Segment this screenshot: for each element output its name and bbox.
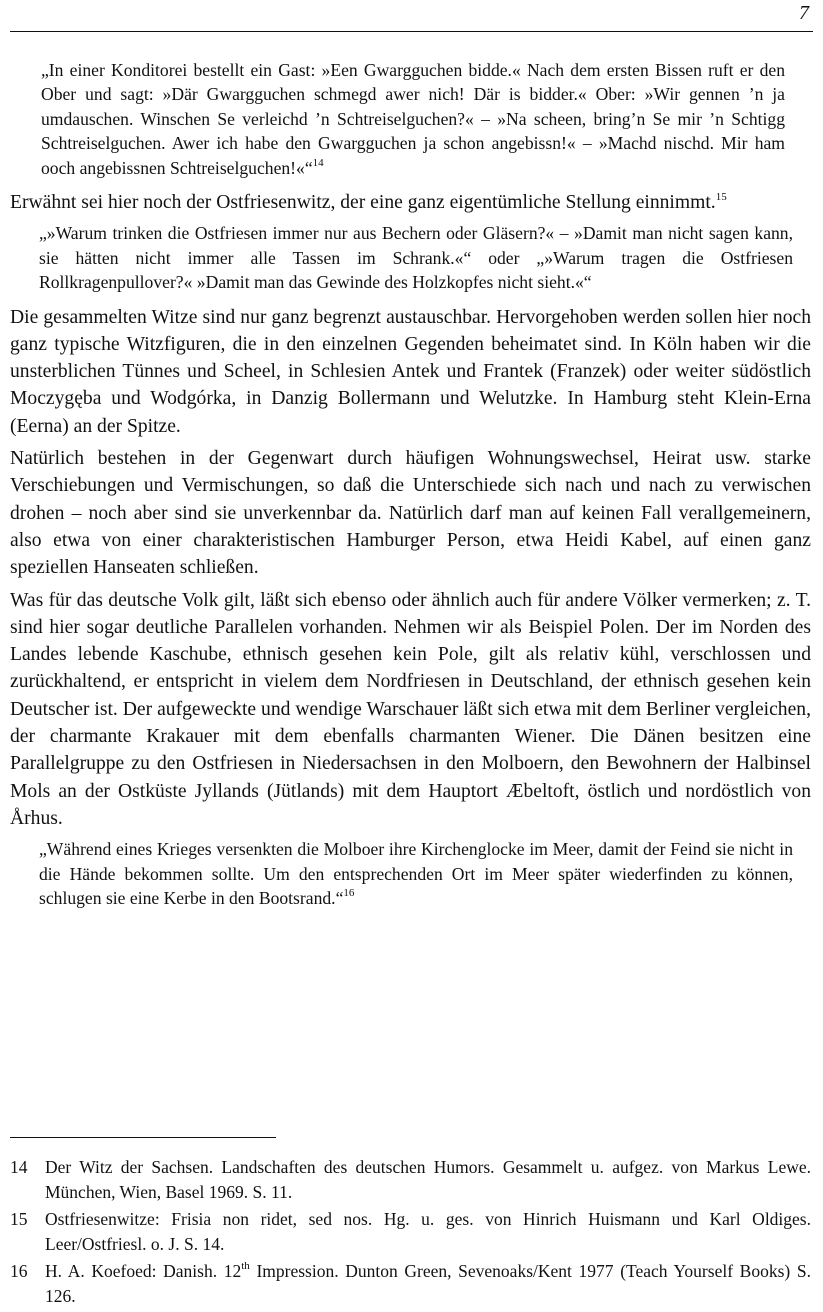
page-number: 7 [799,2,809,24]
page-content [10,58,811,919]
paragraph-andere-voelker [10,587,811,833]
quote-konditorei [41,58,785,180]
paragraph-text: Erwähnt sei hier noch der Ostfriesenwitz, der eine ganz eigentümliche Stellung einnimmt. [10,192,716,214]
footnote-ref-15: 15 [715,191,727,204]
footnote-separator [10,1137,276,1138]
footnotes [10,1155,811,1312]
footnote-ref-16: 16 [343,887,355,899]
footnote-text [45,1259,811,1308]
paragraph-text: Was für das deutsche Volk gilt, läßt sich ebenso oder ähnlich auch für andere Völker vermerken; z. T. sind hier sogar deutliche Parallelen vorhanden. Nehmen wir als Beispiel Polen. Der im Norden des Landes lebende Kaschube, ethnisch gesehen kein Pole, gilt als relativ kühl, verschlossen und zurückhaltend, er entspricht in vielem dem Nordfriesen in Deutschland, der ethnisch gesehen kein Deutscher ist. Der aufgeweckte und wendige Warschauer läßt sich etwa mit dem Berliner vergleichen, der charmante Krakauer mit dem ebenfalls charmanten Wiener. Die Dänen besitzen eine Parallelgruppe zu den Ostfriesen in Niedersachsen in den Molboern, den Bewohnern der Halbinsel Mols an der Ostküste Jyllands (Jütlands) mit dem Hauptort Æbeltoft, östlich und nordöstlich von Århus. [10,589,811,829]
quote-ostfriesen [39,221,793,294]
quote-molboer [39,837,793,910]
footnote-text: Ostfriesenwitze: Frisia non ridet, sed nos. Hg. u. ges. von Hinrich Huismann und Karl Oldiges. Leer/Ostfriesl. o. J. S. 14. [45,1209,811,1254]
footnote-ref-14: 14 [312,156,324,169]
paragraph-gegenwart [10,445,811,581]
paragraph-text: Natürlich bestehen in der Gegenwart durch häufigen Wohnungswechsel, Heirat usw. starke Verschiebungen und Vermischungen, so daß die Unterschiede sich nach und nach zu verwischen drohen – noch aber sind sie unverkennbar da. Natürlich darf man auf keinen Fall verallgemeinern, also etwa von einer charakteristischen Hamburger Person, etwa Heidi Kabel, auf einen ganz speziellen Hanseaten schließen. [10,448,811,579]
ordinal-superscript: th [241,1260,250,1273]
footnote-15 [10,1207,811,1256]
footnote-text-part: Impression. Dunton Green, Sevenoaks/Kent 1977 (Teach Yourself Books) S. 126. [45,1261,811,1306]
footnote-text-part: H. A. Koefoed: Danish. 12 [45,1261,242,1282]
quote-text: „Während eines Krieges versenkten die Molboer ihre Kirchenglocke im Meer, damit der Feind sie nicht in die Hände bekommen sollte. Um den entsprechenden Ort im Meer später wiederfinden zu können, schlugen sie eine Kerbe in den Bootsrand.“ [39,839,793,908]
footnote-number: 14 [10,1157,28,1177]
paragraph-witzfiguren [10,304,811,440]
footnote-text: Der Witz der Sachsen. Landschaften des deutschen Humors. Gesammelt u. aufgez. von Markus Lewe. München, Wien, Basel 1969. S. 11. [45,1157,811,1202]
footnote-number: 16 [10,1261,28,1282]
footnote-16 [10,1259,811,1308]
paragraph-text: Die gesammelten Witze sind nur ganz begrenzt austauschbar. Hervorgehoben werden sollen hier noch ganz typische Witzfiguren, die in den einzelnen Gegenden beheimatet sind. In Köln haben wir die unsterblichen Tünnes und Scheel, in Schlesien Antek und Frantek (Franzek) oder weiter südöstlich Moczygęba und Wodgórka, in Danzig Bollermann und Welutzke. In Hamburg steht Klein-Erna (Eerna) an der Spitze. [10,306,811,437]
paragraph-ostfriesenwitz [10,189,811,216]
quote-text: „»Warum trinken die Ostfriesen immer nur aus Bechern oder Gläsern?« – »Damit man nicht sagen kann, sie hätten nicht immer alle Tassen im Schrank.«“ oder „»Warum tragen die Ostfriesen Rollkragenpullover?« »Damit man das Gewinde des Holzkopfes nicht sieht.«“ [39,223,793,293]
footnote-number: 15 [10,1209,28,1230]
quote-text: „In einer Konditorei bestellt ein Gast: »Een Gwargguchen bidde.« Nach dem ersten Bissen ruft er den Ober und sagt: »Där Gwargguchen schmegd awer nich! Där is bidder.« Ober: »Wir gennen ’n ja umdauschen. Winschen Se verleichd ’n Schtreiselguchen?« – »Na scheen, bring’n Se mir ’n Schtigg Schtreiselguchen. Awer ich habe den Gwargguchen ja schon angebissn!« – »Machd nischd. Mir ham ooch angebissnen Schtreiselguchen!«“ [41,60,785,178]
header-rule [10,31,813,32]
footnote-14 [10,1155,811,1204]
